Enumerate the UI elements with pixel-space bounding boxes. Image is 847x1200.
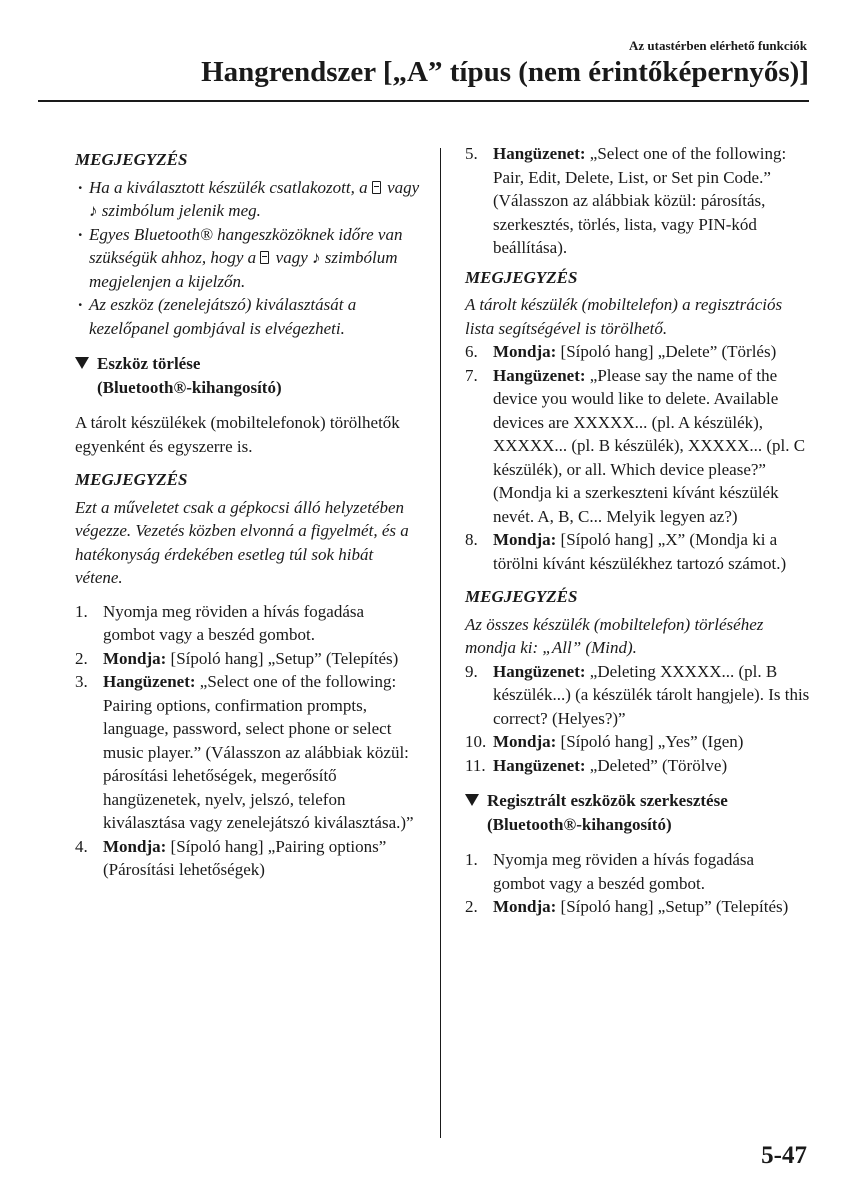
step-item bbox=[465, 895, 810, 919]
step-label: Mondja: bbox=[493, 530, 557, 549]
step-text: Nyomja meg röviden a hívás fogadása gombot vagy a beszéd gombot. bbox=[493, 850, 755, 893]
note-bullet: · Az eszköz (zenelejátszó) kiválasztását a kezelőpanel gombjával is elvégezheti. bbox=[75, 293, 420, 340]
subheading-line: (Bluetooth®-kihangosító) bbox=[97, 377, 282, 397]
triangle-marker-icon bbox=[465, 794, 479, 806]
step-number: 4. bbox=[75, 836, 88, 856]
step-text: „Select one of the following: Pairing options, confirmation prompts, language, password, select phone or select music player.” (Válasszon az alábbiak közül: párosítási lehetőségek, megerősítő hangüzenetek, nyelv, jelszó, telefon kiválasztása vagy zenelejátszó kiválasztása.)” bbox=[103, 672, 414, 832]
step-number: 3. bbox=[75, 672, 88, 691]
note-heading: MEGJEGYZÉS bbox=[465, 587, 578, 606]
note-text: Ha a kiválasztott készülék csatlakozott, a bbox=[89, 177, 368, 197]
step-number: 7. bbox=[465, 365, 478, 385]
note-text: Ezt a műveletet csak a gépkocsi álló helyzetében végezze. Vezetés közben elvonná a figyelmét, és a hatékonyság érdekében esetleg túl sok hibát vétene. bbox=[75, 497, 409, 587]
step-label: Hangüzenet: bbox=[103, 672, 196, 691]
page-title: Hangrendszer [„A” típus (nem érintőképernyős)] bbox=[201, 56, 809, 88]
step-text: „Select one of the following: Pair, Edit, Delete, List, or Set pin Code.” (Válasszon az alábbiak közül: párosítás, szerkesztés, törlés, lista, vagy PIN-kód beállítása). bbox=[493, 144, 787, 257]
subheading-line: Regisztrált eszközök szerkesztése bbox=[487, 791, 728, 810]
step-number: 5. bbox=[465, 144, 478, 163]
left-column bbox=[75, 142, 420, 882]
step-text: [Sípoló hang] „Pairing options” (Párosítási lehetőségek) bbox=[103, 836, 387, 879]
step-number: 2. bbox=[465, 897, 478, 916]
step-item bbox=[465, 364, 810, 529]
music-note-icon: ♪ bbox=[312, 248, 321, 267]
column-divider bbox=[440, 148, 441, 1138]
note-bullet bbox=[75, 176, 420, 223]
step-text: [Sípoló hang] „Delete” (Törlés) bbox=[560, 342, 777, 361]
step-number: 9. bbox=[465, 661, 478, 681]
subheading-line: (Bluetooth®-kihangosító) bbox=[487, 814, 672, 834]
step-number: 8. bbox=[465, 530, 478, 549]
note-bullet bbox=[75, 223, 420, 294]
step-label: Mondja: bbox=[103, 836, 167, 856]
step-list bbox=[465, 142, 810, 260]
note-text: szimbólum jelenik meg. bbox=[101, 201, 261, 220]
step-item bbox=[465, 340, 810, 364]
step-item bbox=[75, 670, 420, 835]
step-number: 6. bbox=[465, 342, 478, 361]
step-list bbox=[465, 848, 810, 919]
note-bullets bbox=[75, 176, 420, 341]
step-number: 2. bbox=[75, 648, 88, 668]
step-text: „Please say the name of the device you would like to delete. Available devices are XXXXX... (pl. A készülék), XXXXX... (pl. B készülék), XXXXX... (pl. C készülék), or all. Which device please?” (Mondja ki a szerkeszteni kívánt készülék nevét. A, B, C... Melyik legyen az?) bbox=[493, 365, 806, 526]
step-item bbox=[465, 660, 810, 731]
step-label: Mondja: bbox=[493, 732, 557, 751]
step-text: „Deleted” (Törölve) bbox=[589, 755, 728, 775]
step-item bbox=[75, 600, 420, 647]
step-label: Hangüzenet: bbox=[493, 365, 586, 385]
step-text: „Deleting XXXXX... (pl. B készülék...) (a készülék tárolt hangjele). Is this correct? (Helyes?)” bbox=[493, 661, 810, 728]
subheading-delete-device bbox=[75, 352, 420, 399]
step-label: Mondja: bbox=[493, 342, 557, 361]
step-list bbox=[75, 600, 420, 882]
note-heading: MEGJEGYZÉS bbox=[75, 470, 188, 489]
body-paragraph: A tárolt készülékek (mobiltelefonok) törölhetők egyenként és egyszerre is. bbox=[75, 413, 400, 456]
phone-icon bbox=[372, 181, 381, 194]
step-number: 10. bbox=[465, 732, 487, 751]
step-item bbox=[75, 647, 420, 671]
step-text: [Sípoló hang] „Setup” (Telepítés) bbox=[560, 897, 789, 916]
note-text: Egyes Bluetooth® hangeszközöknek időre van szükségük ahhoz, hogy a bbox=[89, 224, 403, 267]
note-heading: MEGJEGYZÉS bbox=[75, 150, 188, 169]
step-item bbox=[75, 835, 420, 882]
step-label: Hangüzenet: bbox=[493, 144, 586, 163]
note-text: A tárolt készülék (mobiltelefon) a regisztrációs lista segítségével is törölhető. bbox=[465, 295, 783, 338]
note-text: szimbólum megjelenjen a kijelzőn. bbox=[89, 248, 398, 291]
note-text: Az összes készülék (mobiltelefon) törléséhez mondja ki: „All” (Mind). bbox=[465, 614, 764, 657]
step-text: [Sípoló hang] „Setup” (Telepítés) bbox=[170, 648, 399, 668]
step-item bbox=[465, 754, 810, 778]
section-label: Az utastérben elérhető funkciók bbox=[628, 38, 807, 53]
step-text: [Sípoló hang] „X” (Mondja ki a törölni kívánt készülékhez tartozó számot.) bbox=[493, 530, 787, 573]
step-number: 1. bbox=[465, 850, 478, 869]
subheading-edit-devices bbox=[465, 789, 810, 836]
step-list bbox=[465, 660, 810, 778]
right-column bbox=[465, 142, 810, 919]
step-item bbox=[465, 730, 810, 754]
note-text: vagy bbox=[275, 248, 308, 267]
step-label: Mondja: bbox=[493, 897, 557, 916]
page-number: 5-47 bbox=[761, 1142, 807, 1169]
step-label: Hangüzenet: bbox=[493, 755, 586, 775]
note-text: vagy bbox=[387, 177, 420, 197]
step-number: 11. bbox=[465, 755, 486, 775]
step-list bbox=[465, 340, 810, 575]
phone-icon bbox=[260, 251, 269, 264]
subheading-line: Eszköz törlése bbox=[97, 354, 201, 373]
step-number: 1. bbox=[75, 601, 88, 621]
step-label: Hangüzenet: bbox=[493, 661, 586, 681]
step-text: [Sípoló hang] „Yes” (Igen) bbox=[560, 732, 744, 751]
step-label: Mondja: bbox=[103, 648, 167, 668]
music-note-icon: ♪ bbox=[89, 201, 98, 220]
step-item bbox=[465, 528, 810, 575]
note-heading: MEGJEGYZÉS bbox=[465, 267, 578, 287]
step-text: Nyomja meg röviden a hívás fogadása gombot vagy a beszéd gombot. bbox=[103, 601, 365, 644]
step-item bbox=[465, 142, 810, 260]
title-divider bbox=[38, 100, 809, 102]
triangle-marker-icon bbox=[75, 357, 89, 369]
step-item bbox=[465, 848, 810, 895]
